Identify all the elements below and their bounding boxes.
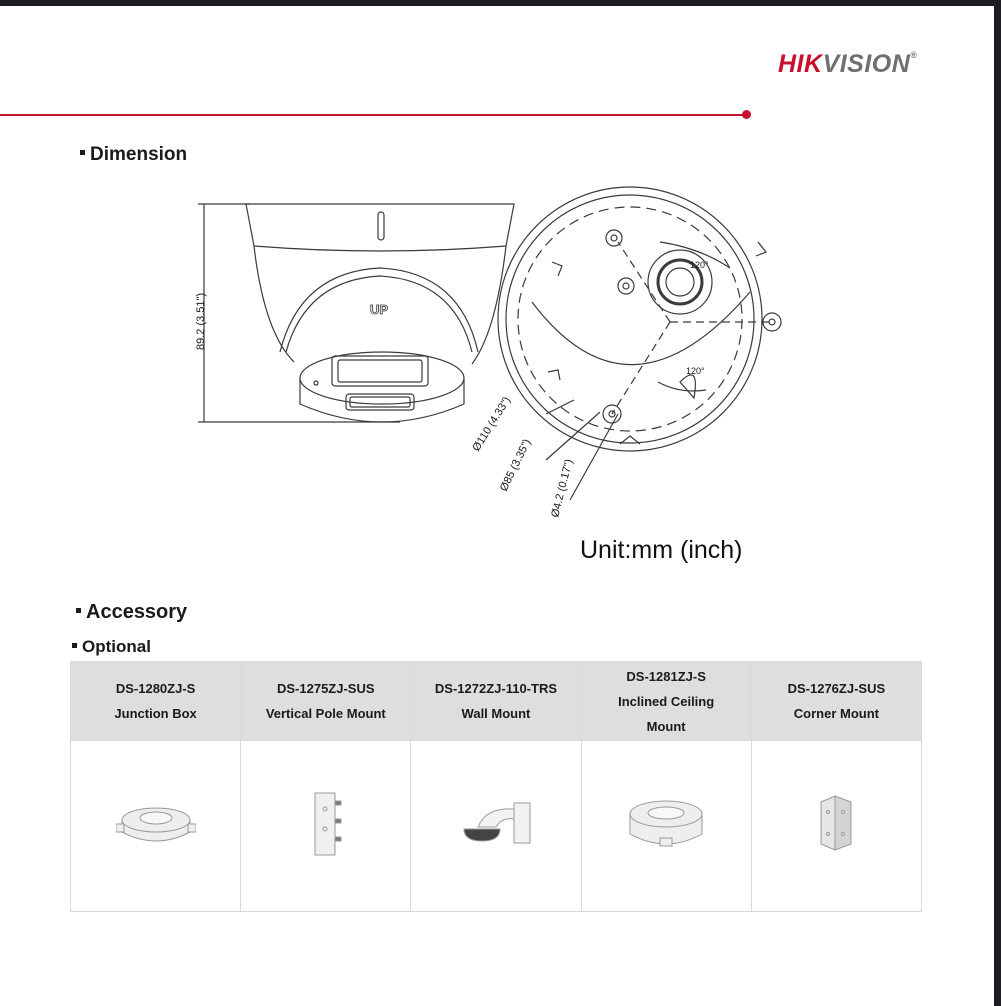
wall-mount-icon (456, 799, 536, 849)
accessory-cell-corner-mount: DS-1276ZJ-SUS Corner Mount (751, 662, 921, 741)
angle-label-top: 120° (690, 260, 709, 270)
corner-mount-icon (811, 792, 861, 856)
accessory-image-row (71, 741, 922, 912)
dimension-heading: Dimension (80, 144, 187, 166)
ceiling-mount-icon (624, 794, 708, 854)
accessory-cell-junction-box: DS-1280ZJ-S Junction Box (71, 662, 241, 741)
accessory-table (70, 661, 922, 912)
accessory-cell-pole-mount: DS-1275ZJ-SUS Vertical Pole Mount (241, 662, 411, 741)
accessory-cell-ceiling-mount: DS-1281ZJ-S Inclined Ceiling Mount (581, 662, 751, 741)
pole-mount-icon (301, 789, 351, 859)
right-frame-bar (994, 0, 1001, 1006)
junction-box-icon (116, 796, 196, 852)
unit-label: Unit:mm (inch) (580, 536, 743, 564)
angle-label-bottom: 120° (686, 366, 705, 376)
optional-heading: Optional (72, 637, 151, 657)
outer-diameter-label: Ø110 (4.33") (470, 394, 514, 454)
hole-diameter-label: Ø4.2 (0.17") (549, 458, 576, 519)
hikvision-logo: HIKVISION® (778, 50, 918, 78)
inner-diameter-label: Ø85 (3.35") (497, 437, 534, 494)
height-dimension-label: 89.2 (3.51") (195, 292, 207, 350)
header-red-dot (742, 110, 751, 119)
dimension-drawing (160, 182, 820, 527)
accessory-header-row (71, 662, 922, 741)
accessory-cell-wall-mount: DS-1272ZJ-110-TRS Wall Mount (411, 662, 581, 741)
up-marking: UP (370, 302, 389, 317)
header-red-rule (0, 114, 744, 116)
accessory-heading: Accessory (76, 601, 187, 624)
top-frame-bar (0, 0, 1001, 6)
